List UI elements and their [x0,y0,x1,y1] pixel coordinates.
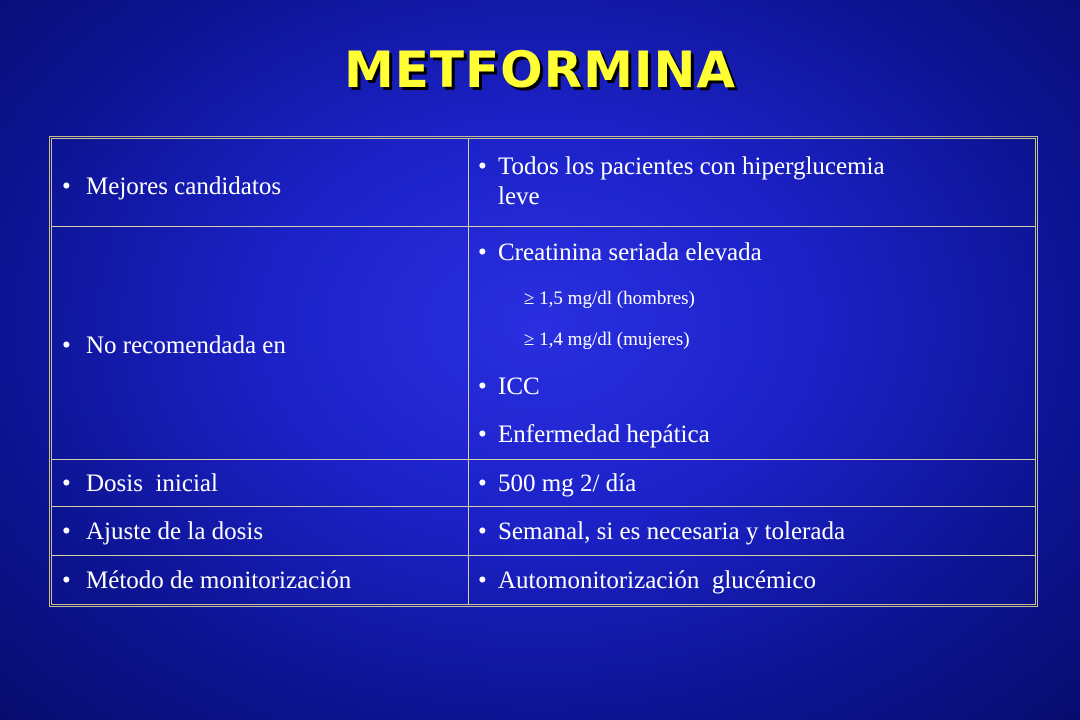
value-line: Semanal, si es necesaria y tolerada [498,518,846,545]
label-initial-dose: Dosis inicial [86,470,218,497]
value-line: Creatinina seriada elevada [498,239,762,266]
value-line: Todos los pacientes con hiperglucemia [498,153,885,180]
sub-item: ≥ 1,4 mg/dl (mujeres) [524,329,690,350]
row-divider [52,506,1035,507]
bullet: • [478,470,487,497]
value-line: 500 mg 2/ día [498,470,637,497]
row-divider [52,459,1035,460]
table-row-value [478,566,816,596]
bullet: • [478,239,487,266]
row-divider [52,226,1035,227]
bullet: • [62,332,71,359]
bullet: • [478,373,487,400]
table-row-label [62,331,286,361]
bullet: • [62,470,71,497]
label-not-recommended: No recomendada en [86,332,286,359]
table-row-value [478,238,762,268]
column-divider [468,139,469,604]
bullet: • [478,153,487,180]
table-row-label [62,469,218,499]
table-row-value [478,469,636,499]
bullet: • [62,567,71,594]
table-row-label [62,517,263,547]
bullet: • [478,421,487,448]
label-monitoring-method: Método de monitorización [86,567,352,594]
table-row-value [478,152,885,212]
row-divider [52,555,1035,556]
bullet: • [478,518,487,545]
slide-title: METFORMINA [343,41,737,99]
table-row-label [62,172,281,202]
label-dose-adjustment: Ajuste de la dosis [86,518,264,545]
table-row-value [478,420,710,450]
bullet: • [62,518,71,545]
bullet: • [62,173,71,200]
value-line: Automonitorización glucémico [498,567,816,594]
bullet: • [478,567,487,594]
value-line: leve [498,183,540,210]
value-line: ICC [498,373,540,400]
label-best-candidates: Mejores candidatos [86,173,282,200]
table-row-value [478,372,540,402]
sub-item: ≥ 1,5 mg/dl (hombres) [524,288,695,309]
value-line: Enfermedad hepática [498,421,710,448]
table-row-label [62,566,351,596]
table-row-value [478,517,845,547]
